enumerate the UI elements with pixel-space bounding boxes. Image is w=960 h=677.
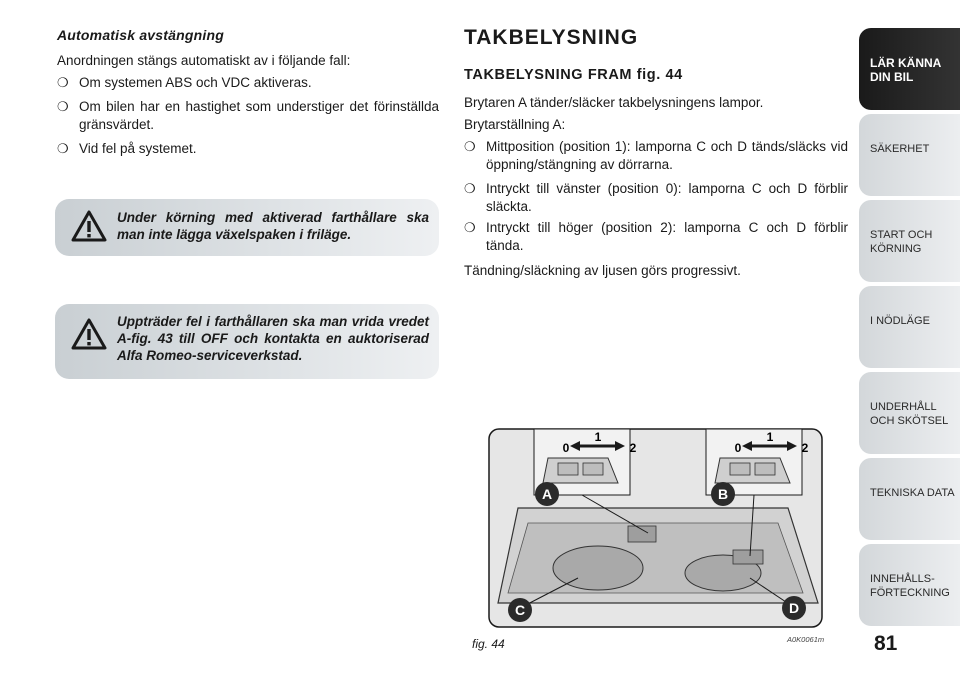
- tab-label: FÖRTECKNING: [870, 587, 950, 599]
- tab-label: DIN BIL: [870, 70, 914, 84]
- tab-label: OCH SKÖTSEL: [870, 415, 949, 427]
- page-title: TAKBELYSNING: [464, 26, 639, 49]
- bullet-icon: ❍: [464, 181, 476, 196]
- position-label-0: 0: [734, 441, 742, 455]
- callout-b: B: [717, 486, 729, 502]
- warning-triangle-icon: [71, 318, 107, 350]
- list-item: [57, 74, 439, 92]
- list-item: [464, 219, 848, 255]
- position-label-1: 1: [594, 430, 602, 444]
- body-text: Brytaren A tänder/släcker takbelysningens lampor.: [464, 95, 764, 110]
- list-item-text: Vid fel på systemet.: [79, 141, 197, 156]
- list-item-text: Om systemen ABS och VDC aktiveras.: [79, 75, 312, 90]
- warning-triangle-icon: [71, 210, 107, 242]
- position-label-1: 1: [766, 430, 774, 444]
- intro-text: Anordningen stängs automatiskt av i följande fall:: [57, 53, 351, 68]
- tab-start-och-korning[interactable]: [859, 200, 960, 282]
- callout-d: D: [788, 600, 800, 616]
- list-item: [57, 140, 439, 158]
- figure-caption: fig. 44: [472, 637, 505, 651]
- section-heading: Automatisk avstängning: [57, 27, 224, 43]
- position-label-0: 0: [562, 441, 570, 455]
- list-item-text: Intryckt till höger (position 2): lamporna C och D förblir tända.: [486, 220, 848, 253]
- list-item: [464, 138, 848, 174]
- body-text: Tändning/släckning av ljusen görs progressivt.: [464, 263, 741, 278]
- callout-c: C: [514, 602, 526, 618]
- bullet-icon: ❍: [57, 141, 69, 156]
- list-item: [57, 98, 439, 134]
- tab-label: START OCH: [870, 229, 933, 241]
- tab-label: UNDERHÅLL: [870, 401, 937, 413]
- warning-text: Under körning med aktiverad farthållare ska man inte lägga växelspaken i friläge.: [117, 210, 429, 242]
- warning-text: Uppträder fel i farthållaren ska man vrida vredet A-fig. 43 till OFF och kontakta en auktoriserad Alfa Romeo-serviceverkstad.: [117, 314, 429, 363]
- position-label-2: 2: [801, 441, 809, 455]
- tab-innehallsforteckning[interactable]: [859, 544, 960, 626]
- bullet-icon: ❍: [57, 75, 69, 90]
- warning-box: [55, 304, 439, 379]
- tab-underhall-och-skotsel[interactable]: [859, 372, 960, 454]
- tab-sakerhet[interactable]: [859, 114, 960, 196]
- tab-label: LÄR KÄNNA: [870, 56, 942, 70]
- tab-label: SÄKERHET: [870, 143, 930, 155]
- bullet-icon: ❍: [464, 139, 476, 154]
- roof-light-figure: [488, 428, 823, 628]
- tab-label: I NÖDLÄGE: [870, 315, 930, 327]
- position-label-2: 2: [629, 441, 637, 455]
- tab-label: KÖRNING: [870, 243, 922, 255]
- section-heading: TAKBELYSNING FRAM fig. 44: [464, 67, 683, 83]
- tab-label: INNEHÅLLS-: [870, 573, 935, 585]
- page-number: 81: [874, 632, 898, 655]
- warning-box: [55, 199, 439, 256]
- list-item: [464, 180, 848, 216]
- list-item-text: Om bilen har en hastighet som understiger det förinställda gränsvärdet.: [79, 99, 439, 132]
- tab-lar-kanna-din-bil[interactable]: [859, 28, 960, 110]
- tab-tekniska-data[interactable]: [859, 458, 960, 540]
- body-text: Brytarställning A:: [464, 117, 566, 132]
- list-item-text: Intryckt till vänster (position 0): lamporna C och D förblir släckta.: [486, 181, 848, 214]
- callout-a: A: [541, 486, 553, 502]
- list-item-text: Mittposition (position 1): lamporna C och D tänds/släcks vid öppning/stängning av dörrarna.: [486, 139, 848, 172]
- tab-i-nodlage[interactable]: [859, 286, 960, 368]
- tab-label: TEKNISKA DATA: [870, 487, 955, 499]
- bullet-icon: ❍: [57, 99, 69, 114]
- bullet-icon: ❍: [464, 220, 476, 235]
- figure-code: A0K0061m: [787, 635, 825, 644]
